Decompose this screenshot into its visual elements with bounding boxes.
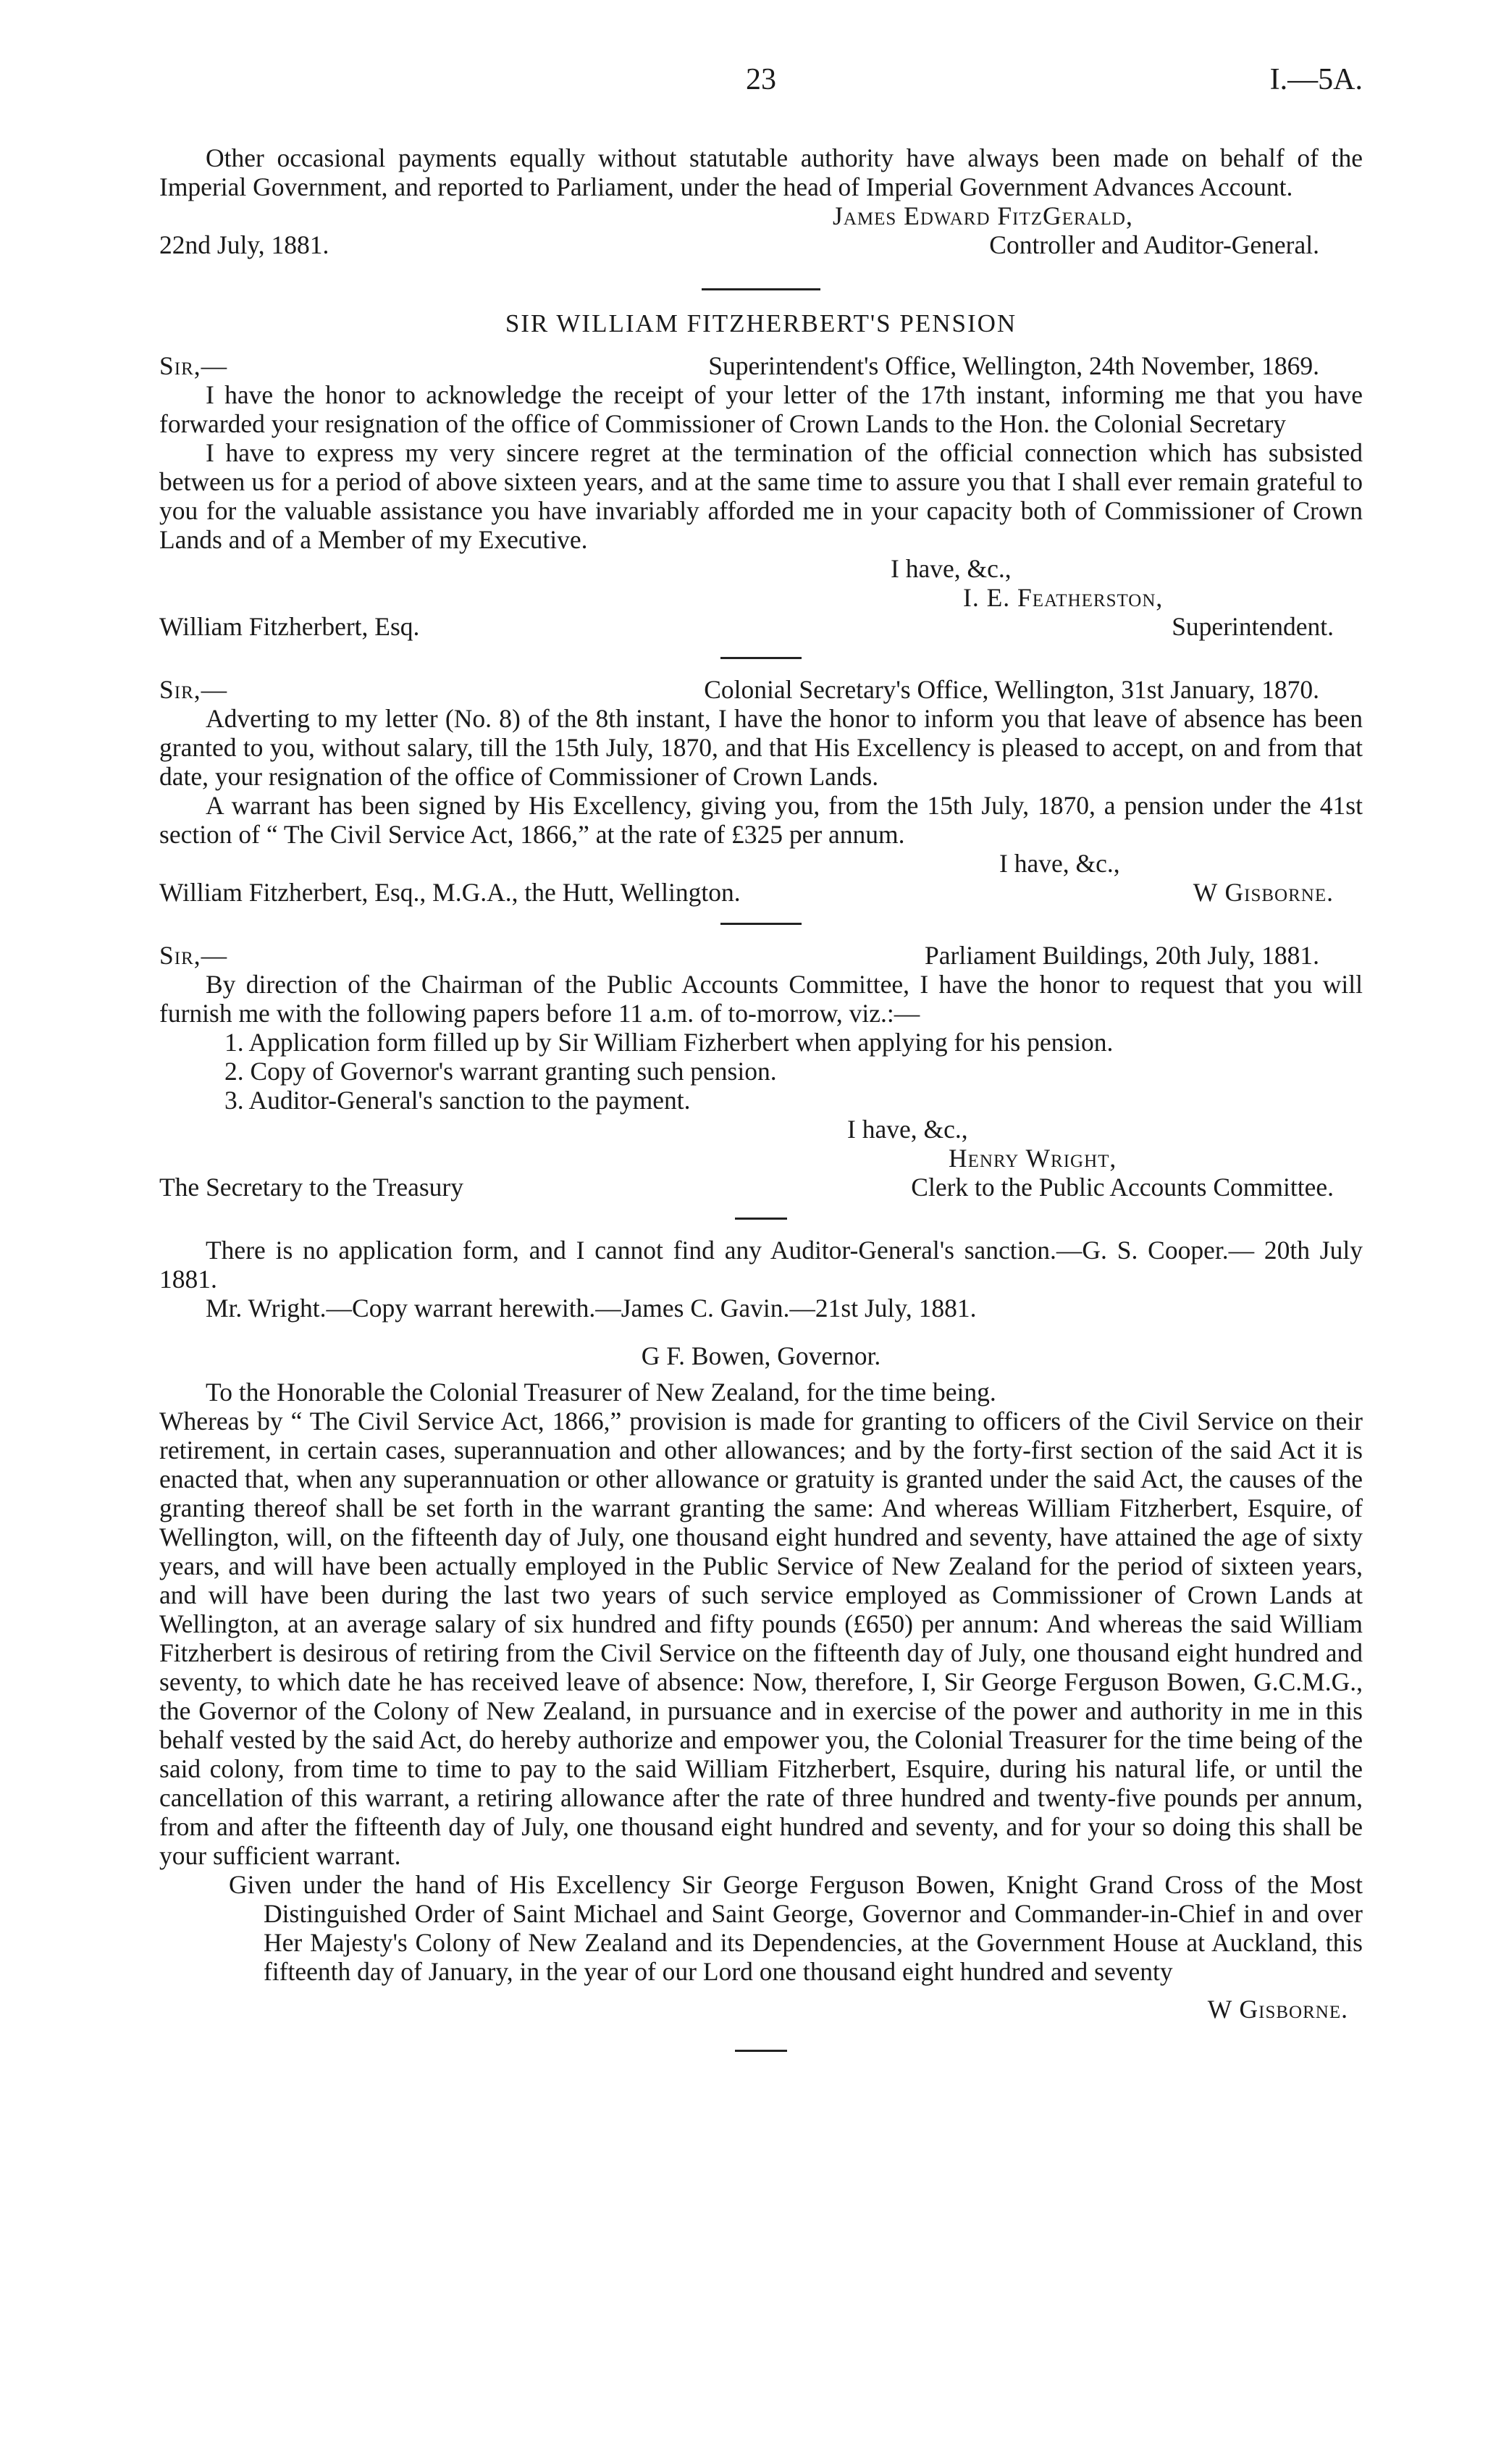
letter2-paragraph-1: Adverting to my letter (No. 8) of the 8th instant, I have the honor to inform you that leave of absence has been granted to you, without salary, till the 15th July, 1870, and that His Excellency is pleased to accept, on and from that date, your resignation of the office of Commissioner of Crown Lands. (159, 704, 1363, 791)
intro-paragraph: Other occasional payments equally without statutable authority have always been made on behalf of the Imperial Government, and reported to Parliament, under the head of Imperial Government Advances Account. (159, 143, 1363, 201)
letter3-signer: Henry Wright, (949, 1144, 1117, 1173)
letter1-header (159, 351, 1363, 380)
letter1-signer-title: Superintendent. (1172, 612, 1334, 641)
letter1-addressee: William Fitzherbert, Esq. (159, 612, 420, 641)
warrant-addressee: To the Honorable the Colonial Treasurer of New Zealand, for the time being. (206, 1378, 996, 1407)
spacer (159, 1323, 1363, 1341)
letter2-paragraph-2: A warrant has been signed by His Excellency, giving you, from the 15th July, 1870, a pension under the 41st section of “ The Civil Service Act, 1866,” at the rate of £325 per annum. (159, 791, 1363, 849)
letter3-requested-papers (159, 1028, 1363, 1115)
page-header (159, 65, 1363, 109)
letter3-closing: I have, &c., (847, 1115, 968, 1144)
letter2-dateline: Colonial Secretary's Office, Wellington, 31st January, 1870. (704, 675, 1319, 704)
list-item: 3. Auditor-General's sanction to the payment. (224, 1086, 691, 1115)
letter2-header (159, 675, 1363, 704)
reply-note: Mr. Wright.—Copy warrant herewith.—James C. Gavin.—21st July, 1881. (206, 1294, 977, 1323)
divider (702, 288, 820, 290)
letter2-salutation: Sir,— (159, 675, 228, 704)
intro-signatory-title: Controller and Auditor-General. (989, 230, 1319, 259)
divider (720, 657, 802, 659)
page-number: 23 (746, 63, 776, 96)
letter3-header (159, 941, 1363, 970)
intro-date: 22nd July, 1881. (159, 230, 329, 259)
letter2-signer: W Gisborne. (1193, 878, 1334, 907)
divider (735, 2050, 787, 2052)
divider (720, 923, 802, 925)
letter3-dateline: Parliament Buildings, 20th July, 1881. (925, 941, 1319, 970)
divider (735, 1218, 787, 1220)
letter1-paragraph-1: I have the honor to acknowledge the receipt of your letter of the 17th instant, informing me that you have forwarded your resignation of the office of Commissioner of Crown Lands to the Hon. the Colonial Secretary (159, 380, 1363, 438)
letter1-paragraph-2: I have to express my very sincere regret at the termination of the official connection which has subsisted between us for a period of above sixteen years, and at the same time to assure you that I shall ever remain grateful to you for the valuable assistance you have invariably afforded me in your capacity both of Commissioner of Crown Lands and of a Member of my Executive. (159, 438, 1363, 554)
document-reference: I.—5A. (1269, 63, 1363, 96)
section-title: SIR WILLIAM FITZHERBERT'S PENSION (505, 309, 1017, 338)
document-page (159, 65, 1363, 2068)
letter3-footer (159, 1173, 1363, 1202)
letter3-salutation: Sir,— (159, 941, 228, 970)
letter1-signer: I. E. Featherston, (963, 583, 1164, 612)
list-item: 2. Copy of Governor's warrant granting such pension. (224, 1057, 777, 1086)
letter1-closing: I have, &c., (891, 554, 1012, 583)
letter1-dateline: Superintendent's Office, Wellington, 24th November, 1869. (708, 351, 1319, 380)
intro-date-row (159, 230, 1363, 259)
warrant-given-clause: Given under the hand of His Excellency Sir George Ferguson Bowen, Knight Grand Cross of the Most Distinguished Order of Saint Michael and Saint George, Governor and Commander-in-Chief in and over Her Majesty's Colony of New Zealand and its Dependencies, at the Government House at Auckland, this fifteenth day of January, in the year of our Lord one thousand eight hundred and seventy (229, 1870, 1363, 1986)
letter2-closing: I have, &c., (999, 849, 1120, 878)
warrant-signer: W Gisborne. (1207, 1995, 1348, 2024)
letter1-footer (159, 612, 1363, 641)
letter3-addressee: The Secretary to the Treasury (159, 1173, 463, 1202)
letter2-footer (159, 878, 1363, 907)
letter2-addressee: William Fitzherbert, Esq., M.G.A., the Hutt, Wellington. (159, 878, 741, 907)
letter1-salutation: Sir,— (159, 351, 228, 380)
warrant-governor: G F. Bowen, Governor. (641, 1341, 881, 1370)
letter3-paragraph-1: By direction of the Chairman of the Public Accounts Committee, I have the honor to request that you will furnish me with the following papers before 11 a.m. of to-morrow, viz.:— (159, 970, 1363, 1028)
intro-signatory-name: James Edward FitzGerald, (833, 201, 1133, 230)
letter3-signer-title: Clerk to the Public Accounts Committee. (911, 1173, 1334, 1202)
warrant-body: Whereas by “ The Civil Service Act, 1866,” provision is made for granting to officers of the Civil Service on their retirement, in certain cases, superannuation and other allowances; and by the forty-first section of the said Act it is enacted that, when any superannuation or other allowance or gratuity is granted under the said Act, the causes of the granting thereof shall be set forth in the warrant granting the same: And whereas William Fitzherbert, Esquire, of Wellington, will, on the fifteenth day of July, one thousand eight hundred and seventy, have attained the age of sixty years, and will have been actually employed in the Public Service of New Zealand for the period of sixteen years, and will have been during the last two years of such service employed as Commissioner of Crown Lands at Wellington, at an average salary of six hundred and fifty pounds (£650) per annum: And whereas the said William Fitzherbert is desirous of retiring from the Civil Service on the fifteenth day of July, one thousand eight hundred and seventy, to which date he has received leave of absence: Now, therefore, I, Sir George Ferguson Bowen, G.C.M.G., the Governor of the Colony of New Zealand, in pursuance and in exercise of the power and authority in me in this behalf vested by the said Act, do hereby authorize and empower you, the Colonial Treasurer for the time being of the said colony, from time to time to pay to the said William Fitzherbert, Esquire, during his natural life, or until the cancellation of this warrant, a retiring allowance after the rate of three hundred and twenty-five pounds per annum, from and after the fifteenth day of July, one thousand eight hundred and seventy, and for your so doing this shall be your sufficient warrant. (159, 1407, 1363, 1870)
treasury-note: There is no application form, and I cannot find any Auditor-General's sanction.—G. S. Cooper.— 20th July 1881. (159, 1236, 1363, 1294)
list-item: 1. Application form filled up by Sir William Fizherbert when applying for his pension. (224, 1028, 1114, 1057)
